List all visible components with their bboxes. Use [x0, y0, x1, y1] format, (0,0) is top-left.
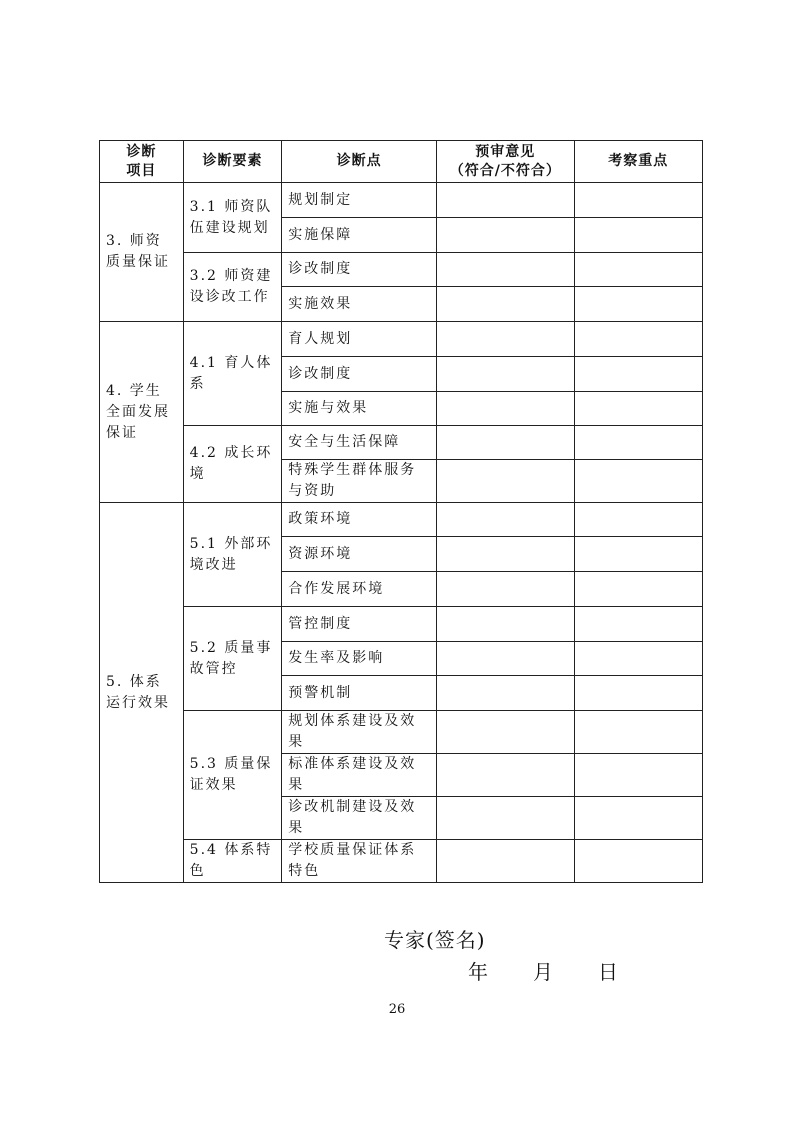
opinion-cell[interactable]	[437, 503, 575, 537]
focus-cell[interactable]	[574, 357, 702, 392]
table-row	[100, 503, 703, 537]
opinion-cell[interactable]	[437, 426, 575, 460]
diagnosis-item: 3. 师资质量保证	[100, 183, 184, 322]
diagnosis-element: 5.4 体系特色	[183, 840, 282, 883]
diagnosis-point: 育人规划	[282, 322, 437, 357]
diagnosis-table	[99, 140, 703, 883]
opinion-cell[interactable]	[437, 642, 575, 676]
diagnosis-item: 5. 体系运行效果	[100, 503, 184, 883]
focus-cell[interactable]	[574, 840, 702, 883]
diagnosis-point: 实施与效果	[282, 392, 437, 426]
focus-cell[interactable]	[574, 287, 702, 322]
focus-cell[interactable]	[574, 253, 702, 287]
focus-cell[interactable]	[574, 460, 702, 503]
expert-signature-label: 专家(签名)	[384, 928, 486, 952]
opinion-cell[interactable]	[437, 711, 575, 754]
diagnosis-point: 管控制度	[282, 607, 437, 642]
signature-month: 月	[533, 960, 553, 984]
diagnosis-point: 规划制定	[282, 183, 437, 218]
opinion-cell[interactable]	[437, 840, 575, 883]
focus-cell[interactable]	[574, 676, 702, 711]
header-item: 诊断 项目	[100, 141, 184, 183]
diagnosis-element: 3.2 师资建设诊改工作	[183, 253, 282, 322]
page-number: 26	[388, 1002, 406, 1017]
diagnosis-element: 5.1 外部环境改进	[183, 503, 282, 607]
header-opinion: 预审意见 （符合/不符合）	[437, 141, 575, 183]
opinion-cell[interactable]	[437, 797, 575, 840]
diagnosis-point: 诊改机制建设及效果	[282, 797, 437, 840]
signature-day: 日	[598, 960, 618, 984]
diagnosis-point: 政策环境	[282, 503, 437, 537]
table-row	[100, 183, 703, 218]
diagnosis-element: 5.3 质量保证效果	[183, 711, 282, 840]
table-row	[100, 322, 703, 357]
header-element: 诊断要素	[183, 141, 282, 183]
header-focus: 考察重点	[574, 141, 702, 183]
header-point: 诊断点	[282, 141, 437, 183]
opinion-cell[interactable]	[437, 183, 575, 218]
diagnosis-point: 规划体系建设及效果	[282, 711, 437, 754]
diagnosis-point: 学校质量保证体系特色	[282, 840, 437, 883]
opinion-cell[interactable]	[437, 218, 575, 253]
focus-cell[interactable]	[574, 572, 702, 607]
diagnosis-point: 合作发展环境	[282, 572, 437, 607]
table-row	[100, 253, 703, 287]
diagnosis-element: 5.2 质量事故管控	[183, 607, 282, 711]
diagnosis-point: 实施保障	[282, 218, 437, 253]
opinion-cell[interactable]	[437, 676, 575, 711]
focus-cell[interactable]	[574, 503, 702, 537]
focus-cell[interactable]	[574, 426, 702, 460]
table-header-row	[100, 141, 703, 183]
signature-year: 年	[468, 960, 488, 984]
opinion-cell[interactable]	[437, 537, 575, 572]
diagnosis-point: 安全与生活保障	[282, 426, 437, 460]
focus-cell[interactable]	[574, 183, 702, 218]
table-row	[100, 840, 703, 883]
opinion-cell[interactable]	[437, 392, 575, 426]
diagnosis-element: 4.1 育人体系	[183, 322, 282, 426]
focus-cell[interactable]	[574, 218, 702, 253]
opinion-cell[interactable]	[437, 572, 575, 607]
diagnosis-item: 4. 学生全面发展保证	[100, 322, 184, 503]
diagnosis-point: 标准体系建设及效果	[282, 754, 437, 797]
opinion-cell[interactable]	[437, 460, 575, 503]
table-row	[100, 426, 703, 460]
focus-cell[interactable]	[574, 322, 702, 357]
diagnosis-point: 预警机制	[282, 676, 437, 711]
opinion-cell[interactable]	[437, 754, 575, 797]
diagnosis-point: 诊改制度	[282, 253, 437, 287]
opinion-cell[interactable]	[437, 322, 575, 357]
diagnosis-point: 诊改制度	[282, 357, 437, 392]
diagnosis-element: 4.2 成长环境	[183, 426, 282, 503]
diagnosis-element: 3.1 师资队伍建设规划	[183, 183, 282, 253]
focus-cell[interactable]	[574, 607, 702, 642]
table-row	[100, 607, 703, 642]
diagnosis-point: 特殊学生群体服务与资助	[282, 460, 437, 503]
diagnosis-point: 发生率及影响	[282, 642, 437, 676]
opinion-cell[interactable]	[437, 253, 575, 287]
focus-cell[interactable]	[574, 711, 702, 754]
opinion-cell[interactable]	[437, 607, 575, 642]
focus-cell[interactable]	[574, 537, 702, 572]
opinion-cell[interactable]	[437, 287, 575, 322]
diagnosis-point: 实施效果	[282, 287, 437, 322]
focus-cell[interactable]	[574, 797, 702, 840]
focus-cell[interactable]	[574, 754, 702, 797]
opinion-cell[interactable]	[437, 357, 575, 392]
diagnosis-point: 资源环境	[282, 537, 437, 572]
table-row	[100, 711, 703, 754]
focus-cell[interactable]	[574, 642, 702, 676]
focus-cell[interactable]	[574, 392, 702, 426]
